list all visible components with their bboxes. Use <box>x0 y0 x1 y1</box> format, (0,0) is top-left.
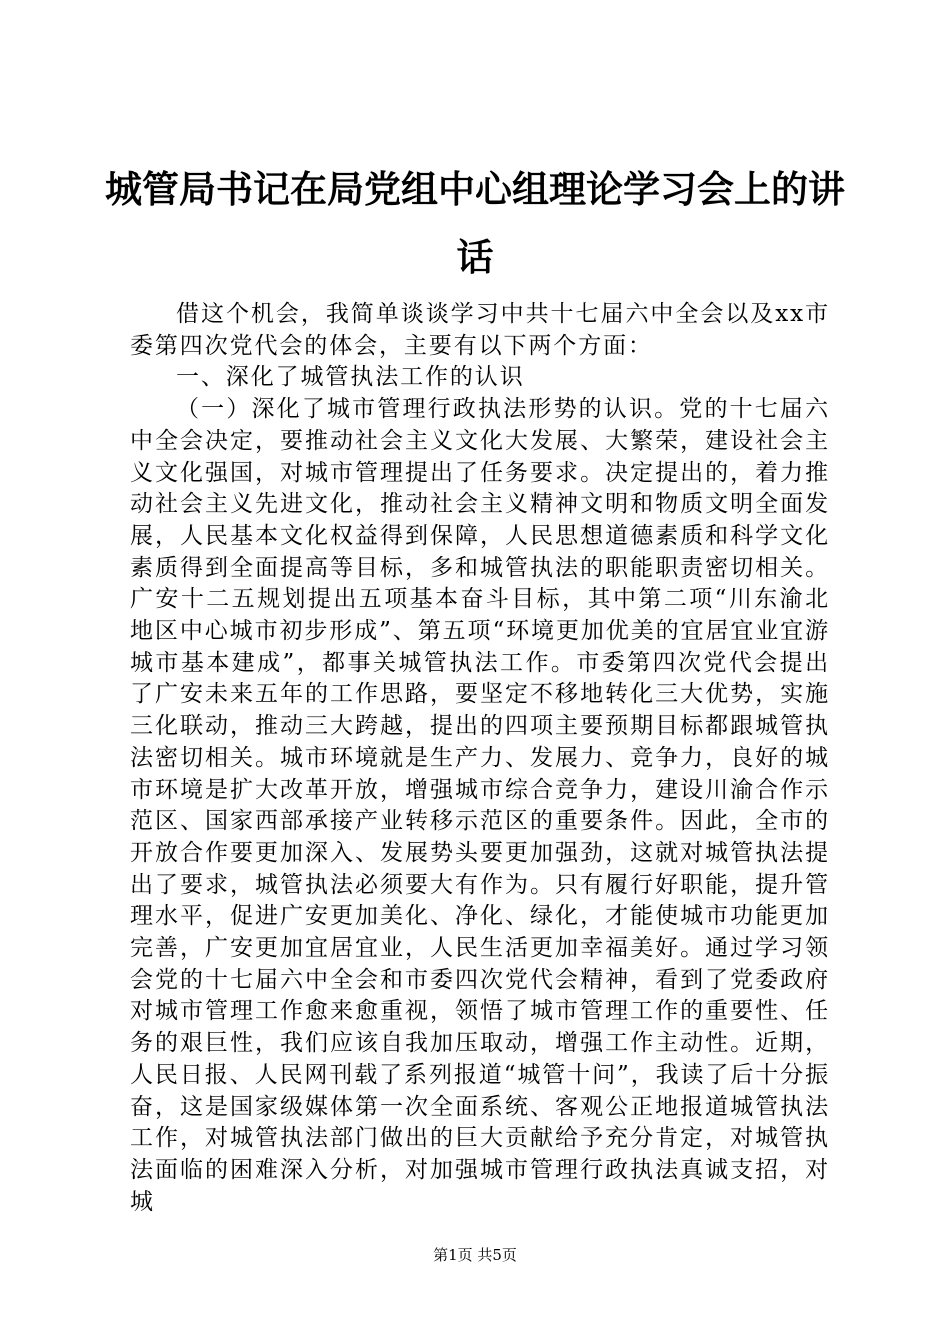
paragraph-intro: 借这个机会，我简单谈谈学习中共十七届六中全会以及xx市委第四次党代会的体会，主要有以下两个方面： <box>130 301 830 359</box>
paragraph-main: （一）深化了城市管理行政执法形势的认识。党的十七届六中全会决定，要推动社会主义文化大发展、大繁荣，建设社会主义文化强国，对城市管理提出了任务要求。决定提出的，着力推动社会主义先进文化，推动社会主义精神文明和物质文明全面发展，人民基本文化权益得到保障，人民思想道德素质和科学文化素质得到全面提高等目标，多和城管执法的职能职责密切相关。广安十二五规划提出五项基本奋斗目标，其中第二项“川东渝北地区中心城市初步形成”、第五项“环境更加优美的宜居宜业宜游城市基本建成”，都事关城管执法工作。市委第四次党代会提出了广安未来五年的工作思路，要坚定不移地转化三大优势，实施三化联动，推动三大跨越，提出的四项主要预期目标都跟城管执法密切相关。城市环境就是生产力、发展力、竞争力，良好的城市环境是扩大改革开放，增强城市综合竞争力，建设川渝合作示范区、国家西部承接产业转移示范区的重要条件。因此，全市的开放合作要更加深入、发展势头要更加强劲，这就对城管执法提出了要求，城管执法必须要大有作为。只有履行好职能，提升管理水平，促进广安更加美化、净化、绿化，才能使城市功能更加完善，广安更加宜居宜业，人民生活更加幸福美好。通过学习领会党的十七届六中全会和市委四次党代会精神，看到了党委政府对城市管理工作愈来愈重视，领悟了城市管理工作的重要性、任务的艰巨性，我们应该自我加压取动，增强工作主动性。近期，人民日报、人民网刊载了系列报道“城管十问”，我读了后十分振奋，这是国家级媒体第一次全面系统、客观公正地报道城管执法工作，对城管执法部门做出的巨大贡献给予充分肯定，对城管执法面临的困难深入分析，对加强城市管理行政执法真诚支招，对城 <box>130 396 830 1215</box>
title-line-1: 城管局书记在局党组中心组理论学习会上的讲 <box>105 167 845 211</box>
document-body <box>130 299 830 1218</box>
title-line-2: 话 <box>456 235 494 279</box>
page-footer: 第1页 共5页 <box>433 1246 517 1264</box>
section-heading: 一、深化了城管执法工作的认识 <box>176 364 525 391</box>
document-title <box>100 155 850 291</box>
